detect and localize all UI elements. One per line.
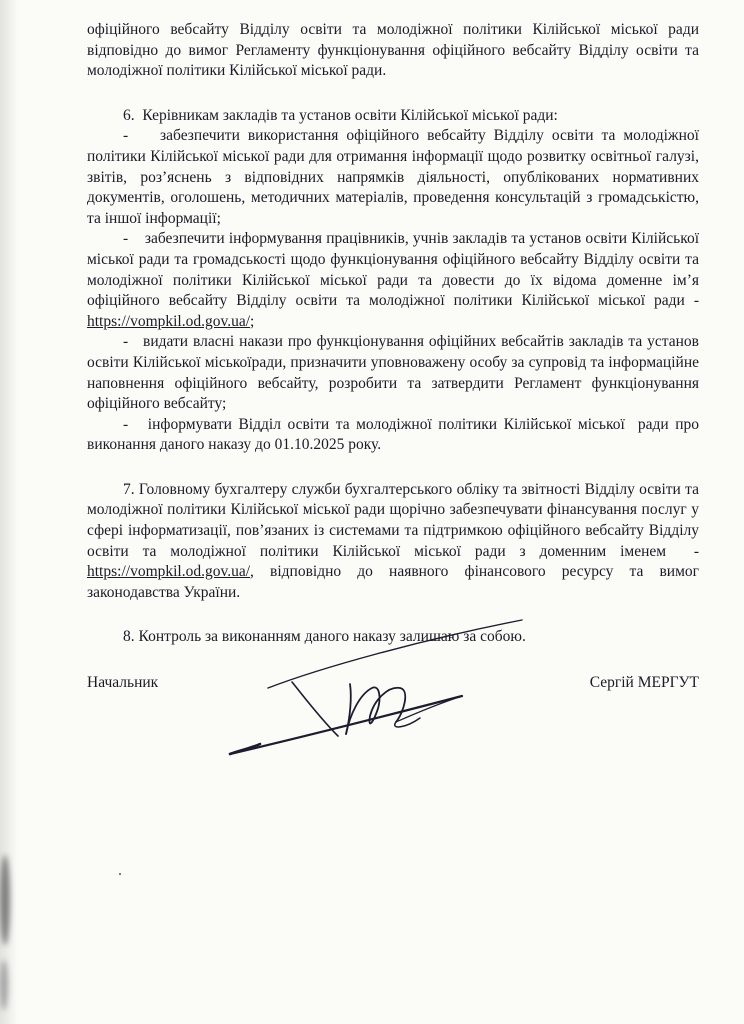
intro-paragraph: офіційного вебсайту Відділу освіти та молодіжної політики Кілійської міської ради відповідно до вимог Регламенту функціонування офіційного вебсайту Відділу освіти та молодіжної політики Кілійської міської ради. <box>87 21 699 80</box>
section-7-suffix: , відповідно до наявного фінансового ресурсу та вимог законодавства України. <box>87 563 699 601</box>
section-6-bullet-3: - видати власні накази про функціонування офіційних вебсайтів закладів та установ освіти Кілійської міськоїради, призначити уповноважену особу за супровід та інформаційне наповнення офіційного вебсайту, розробити та затвердити Регламент функціонування офіційного вебсайту; <box>87 333 699 413</box>
section-7-text: 7. Головному бухгалтеру служби бухгалтерського обліку та звітності Відділу освіти та молодіжної політики Кілійської міської ради щорічно забезпечувати фінансування послуг у сфері інформатизації, пов’язаних із системами та підтримкою офіційного вебсайту Відділу освіти та молодіжної політики Кілійської міської ради з доменним іменем - <box>87 480 699 560</box>
section-7-paragraph <box>87 480 699 604</box>
section-6-bullet-2 <box>87 229 699 332</box>
section-6-bullet-4: - інформувати Відділ освіти та молодіжної політики Кілійської міської ради про виконання даного наказу до 01.10.2025 року. <box>87 415 699 454</box>
website-link[interactable]: https://vompkil.od.gov.ua/ <box>87 563 251 581</box>
section-8-paragraph: 8. Контроль за виконанням даного наказу залишаю за собою. <box>123 628 526 646</box>
section-6-heading: 6. Керівникам закладів та установ освіти Кілійської міської ради: <box>123 106 558 124</box>
website-link[interactable]: https://vompkil.od.gov.ua/ <box>87 312 251 330</box>
scan-speck <box>119 873 121 875</box>
document-body <box>87 20 699 648</box>
section-6-bullet-1: - забезпечити використання офіційного вебсайту Відділу освіти та молодіжної політики Кілійської міської ради для отримання інформації щодо розвитку освітньої галузі, звітів, роз’яснень з відповідних напрямків діяльності, опублікованих нормативних документів, оголошень, методичних матеріалів, проведення консультацій з громадськістю, та іншої інформації; <box>87 127 699 227</box>
signatory-title: Начальник <box>87 674 159 691</box>
signature-row <box>87 674 699 698</box>
scan-smudge <box>0 855 10 945</box>
scan-smudge <box>0 960 8 1010</box>
bullet-2-suffix: ; <box>250 312 255 330</box>
bullet-2-text: - забезпечити інформування працівників, учнів закладів та установ освіти Кілійської міської ради та громадськості щодо функціонування офіційного вебсайту Відділу освіти та молодіжної політики Кілійської міської ради та довести до їх відома доменне ім’я офіційного вебсайту Відділу освіти та молодіжної політики Кілійської міської ради - <box>87 230 699 310</box>
signatory-name: Сергій МЕРГУТ <box>589 674 699 691</box>
